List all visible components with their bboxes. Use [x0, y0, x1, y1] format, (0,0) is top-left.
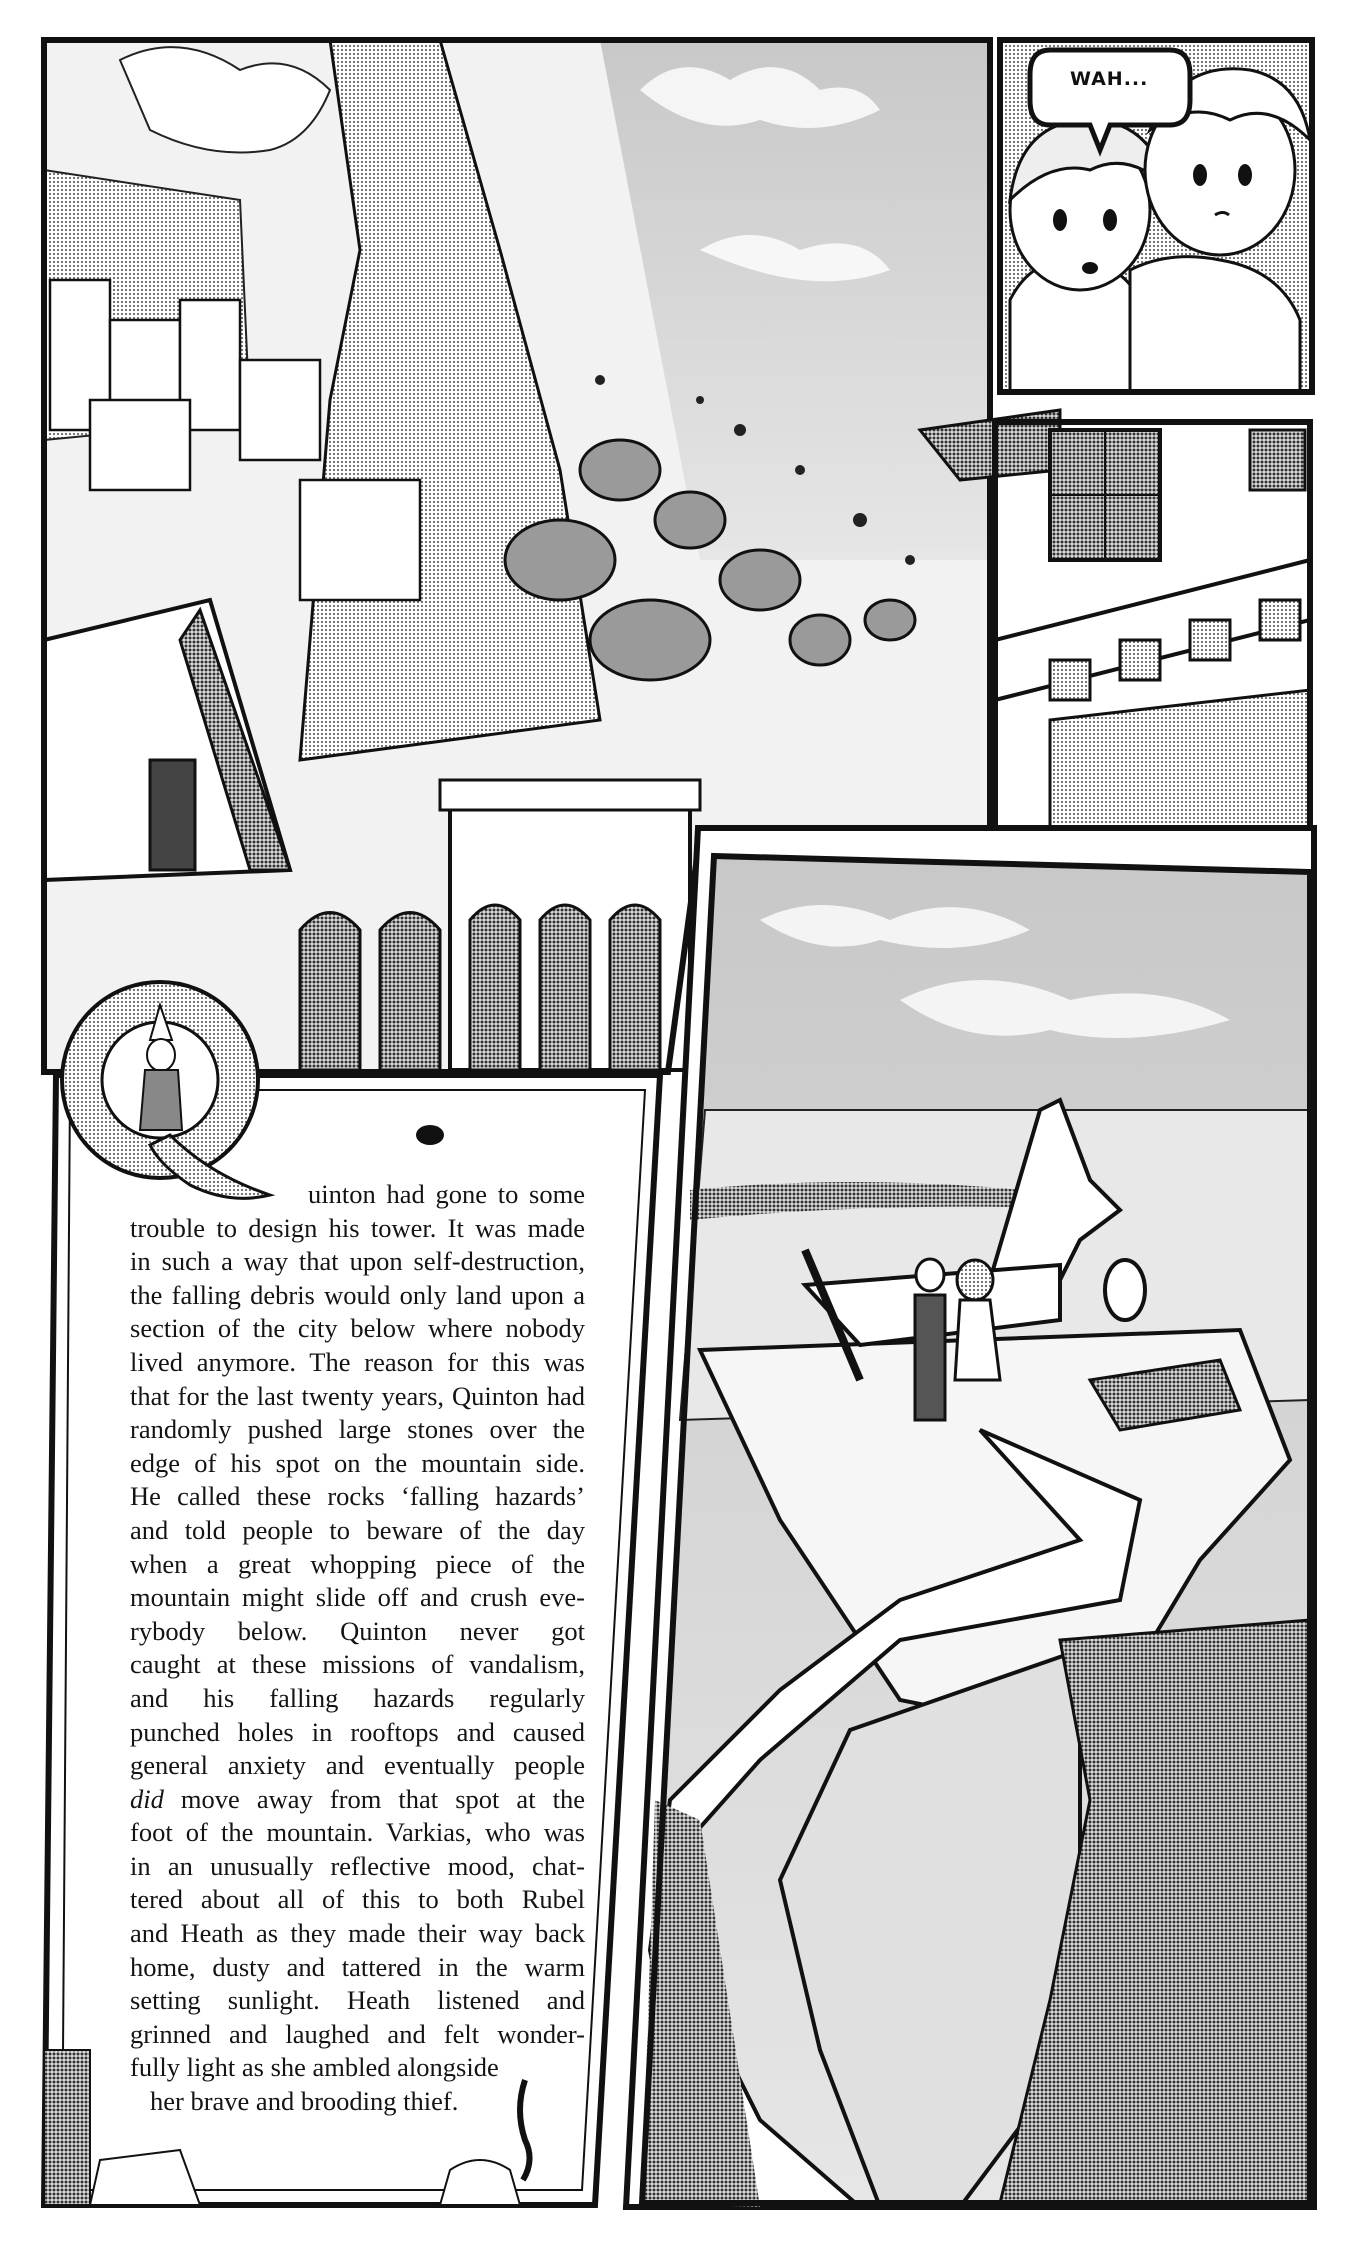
narration-line-last: her brave and brooding thief. [150, 2086, 459, 2117]
narration-line: tered about all of this to both Rubel [130, 1884, 585, 1915]
narration-line: edge of his spot on the mountain side. [130, 1447, 585, 1478]
italic-did: did [130, 1783, 164, 1814]
narration-line: mountain might slide off and crush eve- [130, 1582, 585, 1613]
narration-text [130, 1178, 585, 2119]
narration-line: caught at these missions of vandalism, [130, 1649, 585, 1680]
narration-line: and Heath as they made their way back [130, 1918, 585, 1949]
narration-line: and told people to beware of the day [130, 1514, 585, 1545]
speech-balloon-text: WAH... [1070, 68, 1149, 90]
narration-line: the falling debris would only land upon a [130, 1279, 585, 1310]
narration-line: in such a way that upon self-destruction, [130, 1246, 585, 1277]
narration-line: randomly pushed large stones over the [130, 1414, 585, 1445]
panel-characters-closeup [1000, 40, 1312, 392]
narration-line: lived anymore. The reason for this was [130, 1346, 585, 1377]
narration-line-did [130, 1783, 585, 1817]
narration-line: in an unusually reflective mood, chat- [130, 1850, 585, 1881]
narration-line: and his falling hazards regularly [130, 1682, 585, 1713]
narration-line: fully light as she ambled alongside [130, 2052, 499, 2083]
narration-line: setting sunlight. Heath listened and [130, 1985, 585, 2016]
narration-line: punched holes in rooftops and caused [130, 1716, 585, 1747]
panel-clifftop-stairs [626, 828, 1314, 2207]
narration-line: grinned and laughed and felt wonder- [130, 2018, 585, 2049]
narration-line: section of the city below where nobody [130, 1313, 585, 1344]
did-line-rest: move away from that spot at the [163, 1783, 585, 1814]
narration-line: when a great whopping piece of the [130, 1548, 585, 1579]
narration-line: He called these rocks ‘falling hazards’ [130, 1481, 585, 1512]
narration-line: foot of the mountain. Varkias, who was [130, 1817, 585, 1848]
narration-line: that for the last twenty years, Quinton had [130, 1380, 585, 1411]
narration-line: trouble to design his tower. It was made [130, 1212, 585, 1243]
narration-line: rybody below. Quinton never got [130, 1615, 585, 1646]
narration-line: general anxiety and eventually people [130, 1750, 585, 1781]
narration-line: uinton had gone to some [308, 1179, 585, 1209]
narration-line: home, dusty and tattered in the warm [130, 1951, 585, 1982]
